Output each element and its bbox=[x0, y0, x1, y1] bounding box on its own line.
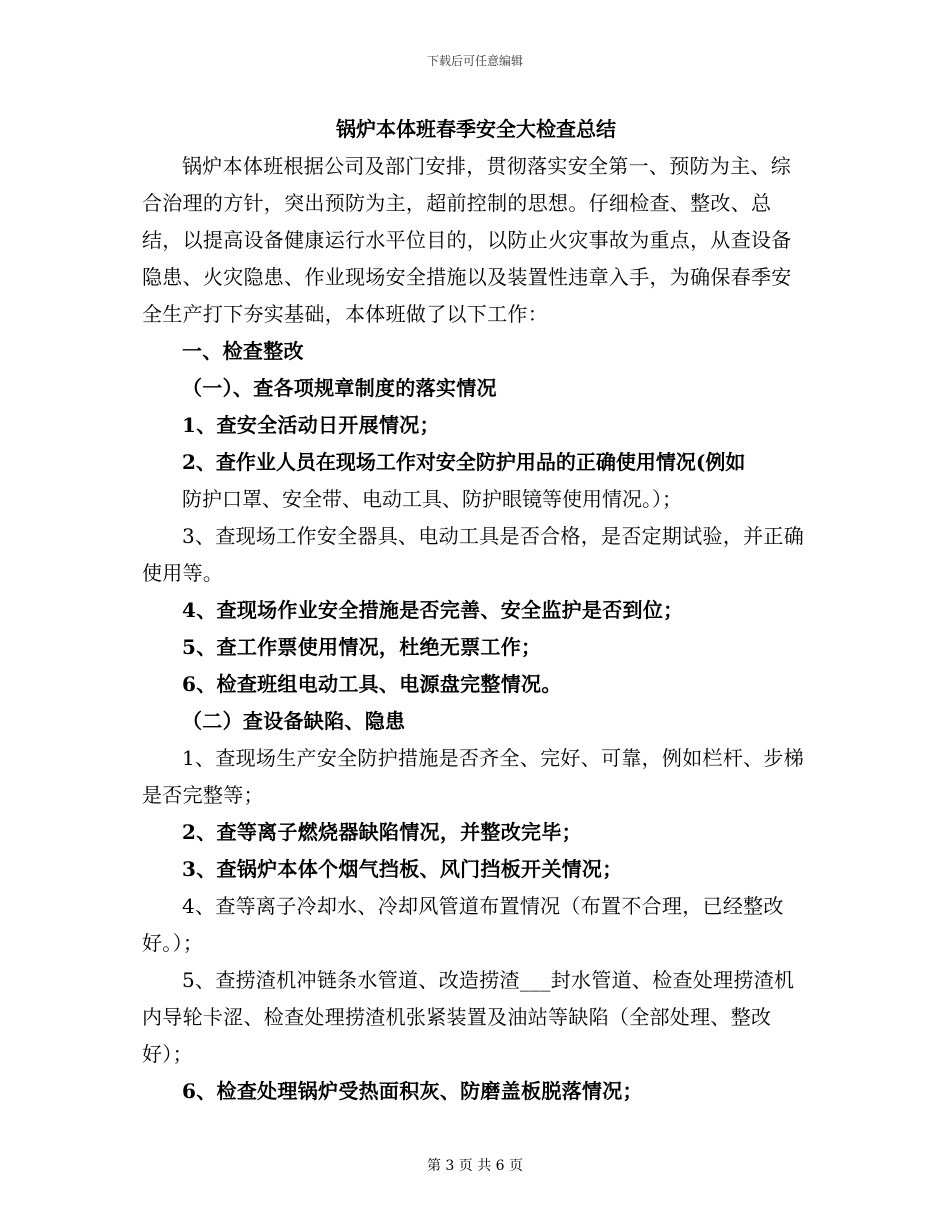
sub2-item-3: 3、查锅炉本体个烟气挡板、风门挡板开关情况； bbox=[182, 857, 623, 881]
sub1-item-4: 4、查现场作业安全措施是否完善、安全监护是否到位； bbox=[182, 598, 684, 622]
subsection-heading-2: （二）查设备缺陷、隐患 bbox=[182, 709, 406, 733]
intro-paragraph: 锅炉本体班根据公司及部门安排，贯彻落实安全第一、预防为主、综合治理的方针，突出预防为主，超前控制的思想。仔细检查、整改、总结，以提高设备健康运行水平位目的，以防止火灾事故为重点，从查设备隐患、火灾隐患、作业现场安全措施以及装置性违章入手，为确保春季安全生产打下夯实基础，本体班做了以下工作： bbox=[142, 154, 792, 326]
sub1-item-5: 5、查工作票使用情况，杜绝无票工作； bbox=[182, 635, 542, 659]
section-heading-1: 一、检查整改 bbox=[182, 339, 304, 363]
document-body bbox=[142, 111, 810, 1110]
sub1-item-2 bbox=[142, 444, 810, 518]
document-title: 锅炉本体班春季安全大检查总结 bbox=[336, 117, 616, 141]
sub2-item-1: 1、查现场生产安全防护措施是否齐全、完好、可靠，例如栏杆、步梯是否完整等； bbox=[142, 746, 805, 807]
page-header-note: 下载后可任意编辑 bbox=[426, 54, 523, 68]
sub1-item-6: 6、检查班组电动工具、电源盘完整情况。 bbox=[182, 672, 562, 696]
sub1-item-2-line2: 防护口罩、安全带、电动工具、防护眼镜等使用情况。）； bbox=[182, 487, 682, 511]
subsection-heading-1: （一）、查各项规章制度的落实情况 bbox=[182, 376, 497, 400]
sub1-item-3: 3、查现场工作安全器具、电动工具是否合格，是否定期试验，并正确使用等。 bbox=[142, 524, 805, 585]
page-footer-number: 第 3 页 共 6 页 bbox=[426, 1158, 524, 1174]
sub2-item-5: 5、查捞渣机冲链条水管道、改造捞渣___封水管道、检查处理捞渣机内导轮卡涩、检查处理捞渣机张紧装置及油站等缺陷（全部处理、整改好）； bbox=[142, 968, 795, 1066]
sub2-item-4: 4、查等离子冷却水、冷却风管道布置情况（布置不合理，已经整改好。）； bbox=[142, 894, 784, 955]
sub1-item-1: 1、查安全活动日开展情况； bbox=[182, 413, 440, 437]
sub2-item-2: 2、查等离子燃烧器缺陷情况，并整改完毕； bbox=[182, 820, 582, 844]
sub2-item-6: 6、检查处理锅炉受热面积灰、防磨盖板脱落情况； bbox=[182, 1079, 643, 1103]
sub1-item-2-line1: 2、查作业人员在现场工作对安全防护用品的正确使用情况(例如 bbox=[182, 450, 746, 474]
